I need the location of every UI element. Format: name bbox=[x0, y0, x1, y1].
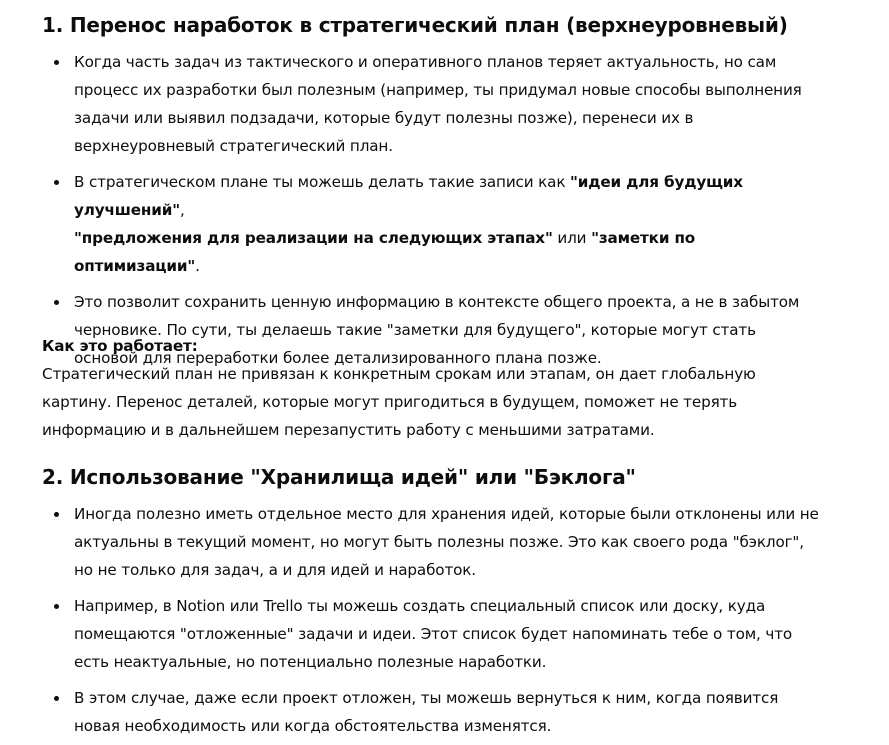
bullet-text: , bbox=[179, 201, 185, 219]
bullet-text: или bbox=[552, 229, 592, 247]
how-it-works-text: Стратегический план не привязан к конкретным срокам или этапам, он дает глобальную картину. Перенос деталей, которые могут пригодиться в будущем, поможет не терять информацию и в дальнейшем перезапустить работу с меньшими затратами. bbox=[42, 365, 756, 439]
section-1-list bbox=[42, 48, 822, 372]
section-2-heading: 2. Использование "Хранилища идей" или "Бэклога" bbox=[42, 465, 636, 489]
list-item bbox=[42, 48, 822, 160]
list-item: В этом случае, даже если проект отложен, ты можешь вернуться к ним, когда появится новая необходимость или когда обстоятельства изменятся. bbox=[42, 684, 822, 740]
bold-phrase: "предложения для реализации на следующих этапах" bbox=[74, 229, 553, 247]
list-item: Иногда полезно иметь отдельное место для хранения идей, которые были отклонены или не актуальны в текущий момент, но могут быть полезны позже. Это как своего рода "бэклог", но не только для задач, а и для идей и наработок. bbox=[42, 500, 822, 584]
section-2-list bbox=[42, 500, 822, 740]
list-item bbox=[42, 168, 822, 280]
list-item: Например, в Notion или Trello ты можешь создать специальный список или доску, куда помещаются "отложенные" задачи и идеи. Этот список будет напоминать тебе о том, что есть неактуальные, но потенциально полезные наработки. bbox=[42, 592, 822, 676]
section-1-heading: 1. Перенос наработок в стратегический план (верхнеуровневый) bbox=[42, 13, 788, 37]
bold-phrase: "заметки по оптимизации" bbox=[74, 229, 696, 275]
how-it-works-label: Как это работает: bbox=[42, 337, 198, 355]
bold-phrase: "идеи для будущих улучшений" bbox=[74, 173, 743, 219]
bullet-text: Это позволит сохранить ценную информацию в контексте общего проекта, а не в забытом черновике. По сути, ты делаешь такие "заметки для будущего", которые могут стать основой для переработки более детализированного плана позже. bbox=[74, 293, 800, 367]
bullet-text: . bbox=[195, 257, 200, 275]
bullet-text: В стратегическом плане ты можешь делать такие записи как bbox=[74, 173, 571, 191]
bullet-text: Когда часть задач из тактического и оперативного планов теряет актуальность, но сам процесс их разработки был полезным (например, ты придумал новые способы выполнения задачи или выявил подзадачи, которые будут полезны позже), перенеси их в верхнеуровневый стратегический план. bbox=[74, 53, 802, 155]
